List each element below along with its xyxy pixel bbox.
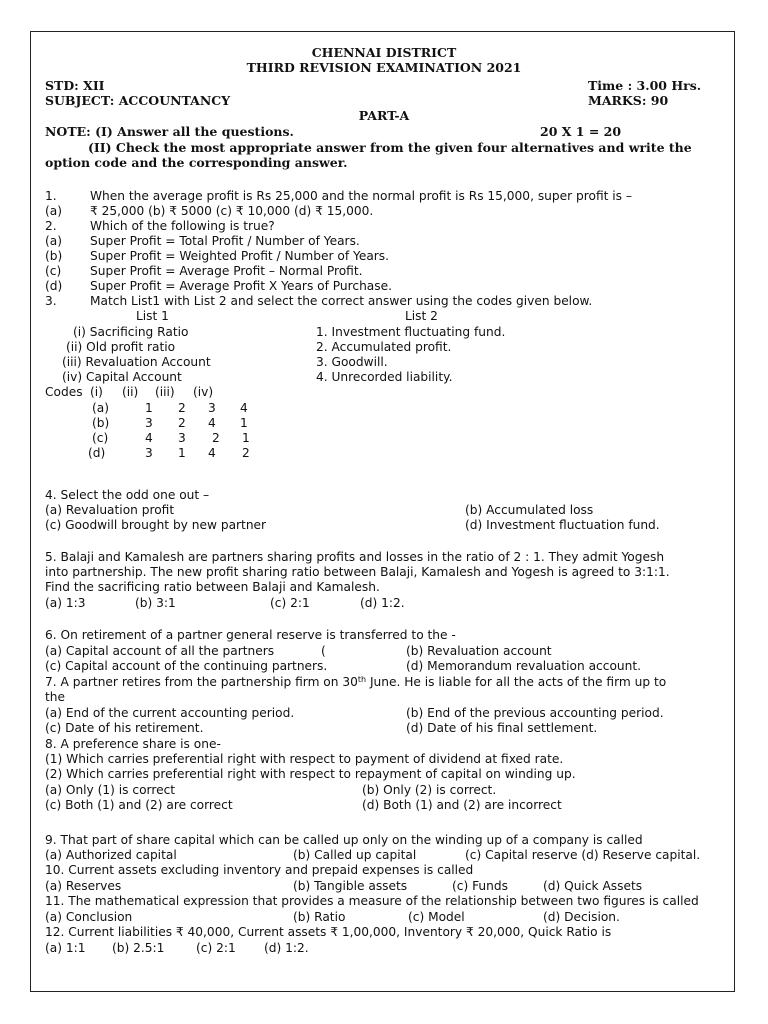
codes-head: (iii) xyxy=(155,385,175,399)
q2-text: Which of the following is true? xyxy=(90,219,275,233)
q6-option-b: (b) Revaluation account xyxy=(406,644,552,658)
code-cell: 3 xyxy=(145,446,153,460)
code-cell: 4 xyxy=(240,401,248,415)
q7-option-d: (d) Date of his final settlement. xyxy=(406,721,598,735)
q7-option-a: (a) End of the current accounting period. xyxy=(45,706,295,720)
code-cell: 4 xyxy=(145,431,153,445)
q8-statement-2: (2) Which carries preferential right with respect to repayment of capital on winding up. xyxy=(45,767,576,781)
q12-text: 12. Current liabilities ₹ 40,000, Current assets ₹ 1,00,000, Inventory ₹ 20,000, Quick Ratio is xyxy=(45,925,612,939)
q2-option-d: Super Profit = Average Profit X Years of Purchase. xyxy=(90,279,392,293)
q7-text xyxy=(45,675,666,690)
q2-option-b: Super Profit = Weighted Profit / Number of Years. xyxy=(90,249,390,263)
code-cell: 1 xyxy=(240,416,248,430)
q5-line-2: into partnership. The new profit sharing ratio between Balaji, Kamalesh and Yogesh is agreed to 3:1:1. xyxy=(45,565,670,579)
codes-label: Codes xyxy=(45,385,83,399)
codes-head: (ii) xyxy=(122,385,139,399)
q12-option-c: (c) 2:1 xyxy=(196,941,236,955)
q6-option-c: (c) Capital account of the continuing partners. xyxy=(45,659,328,673)
note-1: NOTE: (I) Answer all the questions. xyxy=(45,124,294,139)
q12-option-d: (d) 1:2. xyxy=(264,941,309,955)
list2-item: 2. Accumulated profit. xyxy=(316,340,452,354)
district-title: CHENNAI DISTRICT xyxy=(311,45,457,60)
q8-option-d: (d) Both (1) and (2) are incorrect xyxy=(362,798,562,812)
q10-option-d: (d) Quick Assets xyxy=(543,879,643,893)
q10-option-b: (b) Tangible assets xyxy=(293,879,408,893)
std-label: STD: XII xyxy=(45,78,105,93)
time-label: Time : 3.00 Hrs. xyxy=(588,78,702,93)
note-marks: 20 X 1 = 20 xyxy=(540,124,622,139)
code-row-label: (d) xyxy=(88,446,106,460)
q5-line-3: Find the sacrificing ratio between Balaji and Kamalesh. xyxy=(45,580,380,594)
q9-option-a: (a) Authorized capital xyxy=(45,848,177,862)
list1-heading: List 1 xyxy=(136,309,169,323)
q5-option-d: (d) 1:2. xyxy=(360,596,405,610)
q11-option-a: (a) Conclusion xyxy=(45,910,133,924)
q3-number: 3. xyxy=(45,294,57,308)
list1-item: (i) Sacrificing Ratio xyxy=(73,325,189,339)
q5-option-b: (b) 3:1 xyxy=(135,596,176,610)
code-cell: 2 xyxy=(242,446,250,460)
code-row-label: (c) xyxy=(92,431,109,445)
code-cell: 3 xyxy=(178,431,186,445)
code-row-label: (b) xyxy=(92,416,110,430)
code-cell: 2 xyxy=(178,401,186,415)
q3-text: Match List1 with List 2 and select the correct answer using the codes given below. xyxy=(90,294,593,308)
q2-number: 2. xyxy=(45,219,57,233)
q8-option-b: (b) Only (2) is correct. xyxy=(362,783,497,797)
q5-option-c: (c) 2:1 xyxy=(270,596,310,610)
codes-head: (iv) xyxy=(193,385,214,399)
q4-option-d: (d) Investment fluctuation fund. xyxy=(465,518,660,532)
q11-option-d: (d) Decision. xyxy=(543,910,620,924)
q9-option-cd: (c) Capital reserve (d) Reserve capital. xyxy=(465,848,701,862)
q8-option-c: (c) Both (1) and (2) are correct xyxy=(45,798,233,812)
q10-text: 10. Current assets excluding inventory and prepaid expenses is called xyxy=(45,863,474,877)
q6-stray-paren: ( xyxy=(321,644,326,658)
q1-number: 1. xyxy=(45,189,57,203)
q2-option-c-label: (c) xyxy=(45,264,62,278)
note-2-line-2: option code and the corresponding answer. xyxy=(45,155,348,170)
q2-option-b-label: (b) xyxy=(45,249,63,263)
q9-option-b: (b) Called up capital xyxy=(293,848,417,862)
codes-head: (i) xyxy=(90,385,103,399)
q7-text-line-2: the xyxy=(45,690,66,704)
q8-text: 8. A preference share is one- xyxy=(45,737,221,751)
code-row-label: (a) xyxy=(92,401,109,415)
q11-text: 11. The mathematical expression that provides a measure of the relationship between two figures is called xyxy=(45,894,699,908)
q1-options: ₹ 25,000 (b) ₹ 5000 (c) ₹ 10,000 (d) ₹ 15,000. xyxy=(90,204,374,218)
q11-option-c: (c) Model xyxy=(408,910,465,924)
code-cell: 1 xyxy=(242,431,250,445)
list2-item: 1. Investment fluctuating fund. xyxy=(316,325,506,339)
q8-option-a: (a) Only (1) is correct xyxy=(45,783,176,797)
q1-text: When the average profit is Rs 25,000 and the normal profit is Rs 15,000, super profit is – xyxy=(90,189,632,203)
list1-item: (ii) Old profit ratio xyxy=(66,340,176,354)
note-2-line-1: (II) Check the most appropriate answer from the given four alternatives and write the xyxy=(88,140,692,155)
code-cell: 4 xyxy=(208,446,216,460)
q12-option-a: (a) 1:1 xyxy=(45,941,86,955)
exam-title: THIRD REVISION EXAMINATION 2021 xyxy=(246,60,522,75)
q4-option-a: (a) Revaluation profit xyxy=(45,503,175,517)
code-cell: 3 xyxy=(208,401,216,415)
q1-option-label: (a) xyxy=(45,204,62,218)
list1-item: (iv) Capital Account xyxy=(62,370,182,384)
q10-option-c: (c) Funds xyxy=(452,879,508,893)
q12-option-b: (b) 2.5:1 xyxy=(112,941,165,955)
q5-option-a: (a) 1:3 xyxy=(45,596,86,610)
q7-option-b: (b) End of the previous accounting period. xyxy=(406,706,664,720)
q6-option-d: (d) Memorandum revaluation account. xyxy=(406,659,642,673)
q7-text-sup: th xyxy=(357,675,367,684)
q7-option-c: (c) Date of his retirement. xyxy=(45,721,204,735)
code-cell: 2 xyxy=(212,431,220,445)
list2-item: 4. Unrecorded liability. xyxy=(316,370,453,384)
code-cell: 4 xyxy=(208,416,216,430)
q9-text: 9. That part of share capital which can be called up only on the winding up of a company is called xyxy=(45,833,643,847)
q7-text-pre: 7. A partner retires from the partnership firm on 30 xyxy=(45,675,358,689)
q11-option-b: (b) Ratio xyxy=(293,910,346,924)
subject-label: SUBJECT: ACCOUNTANCY xyxy=(45,93,231,108)
q2-option-c: Super Profit = Average Profit – Normal Profit. xyxy=(90,264,363,278)
code-cell: 1 xyxy=(178,446,186,460)
list2-heading: List 2 xyxy=(405,309,438,323)
q4-option-c: (c) Goodwill brought by new partner xyxy=(45,518,267,532)
q4-option-b: (b) Accumulated loss xyxy=(465,503,594,517)
q2-option-a: Super Profit = Total Profit / Number of Years. xyxy=(90,234,360,248)
q8-statement-1: (1) Which carries preferential right with respect to payment of dividend at fixed rate. xyxy=(45,752,564,766)
part-title: PART-A xyxy=(358,108,410,123)
q6-text: 6. On retirement of a partner general reserve is transferred to the - xyxy=(45,628,456,642)
q7-text-post: June. He is liable for all the acts of the firm up to xyxy=(366,675,667,689)
marks-label: MARKS: 90 xyxy=(588,93,669,108)
code-cell: 2 xyxy=(178,416,186,430)
q10-option-a: (a) Reserves xyxy=(45,879,122,893)
code-cell: 1 xyxy=(145,401,153,415)
q2-option-a-label: (a) xyxy=(45,234,62,248)
q2-option-d-label: (d) xyxy=(45,279,63,293)
q4-text: 4. Select the odd one out – xyxy=(45,488,210,502)
code-cell: 3 xyxy=(145,416,153,430)
list2-item: 3. Goodwill. xyxy=(316,355,388,369)
list1-item: (iii) Revaluation Account xyxy=(62,355,211,369)
q5-line-1: 5. Balaji and Kamalesh are partners sharing profits and losses in the ratio of 2 : 1. They admit Yogesh xyxy=(45,550,665,564)
q6-option-a: (a) Capital account of all the partners xyxy=(45,644,275,658)
